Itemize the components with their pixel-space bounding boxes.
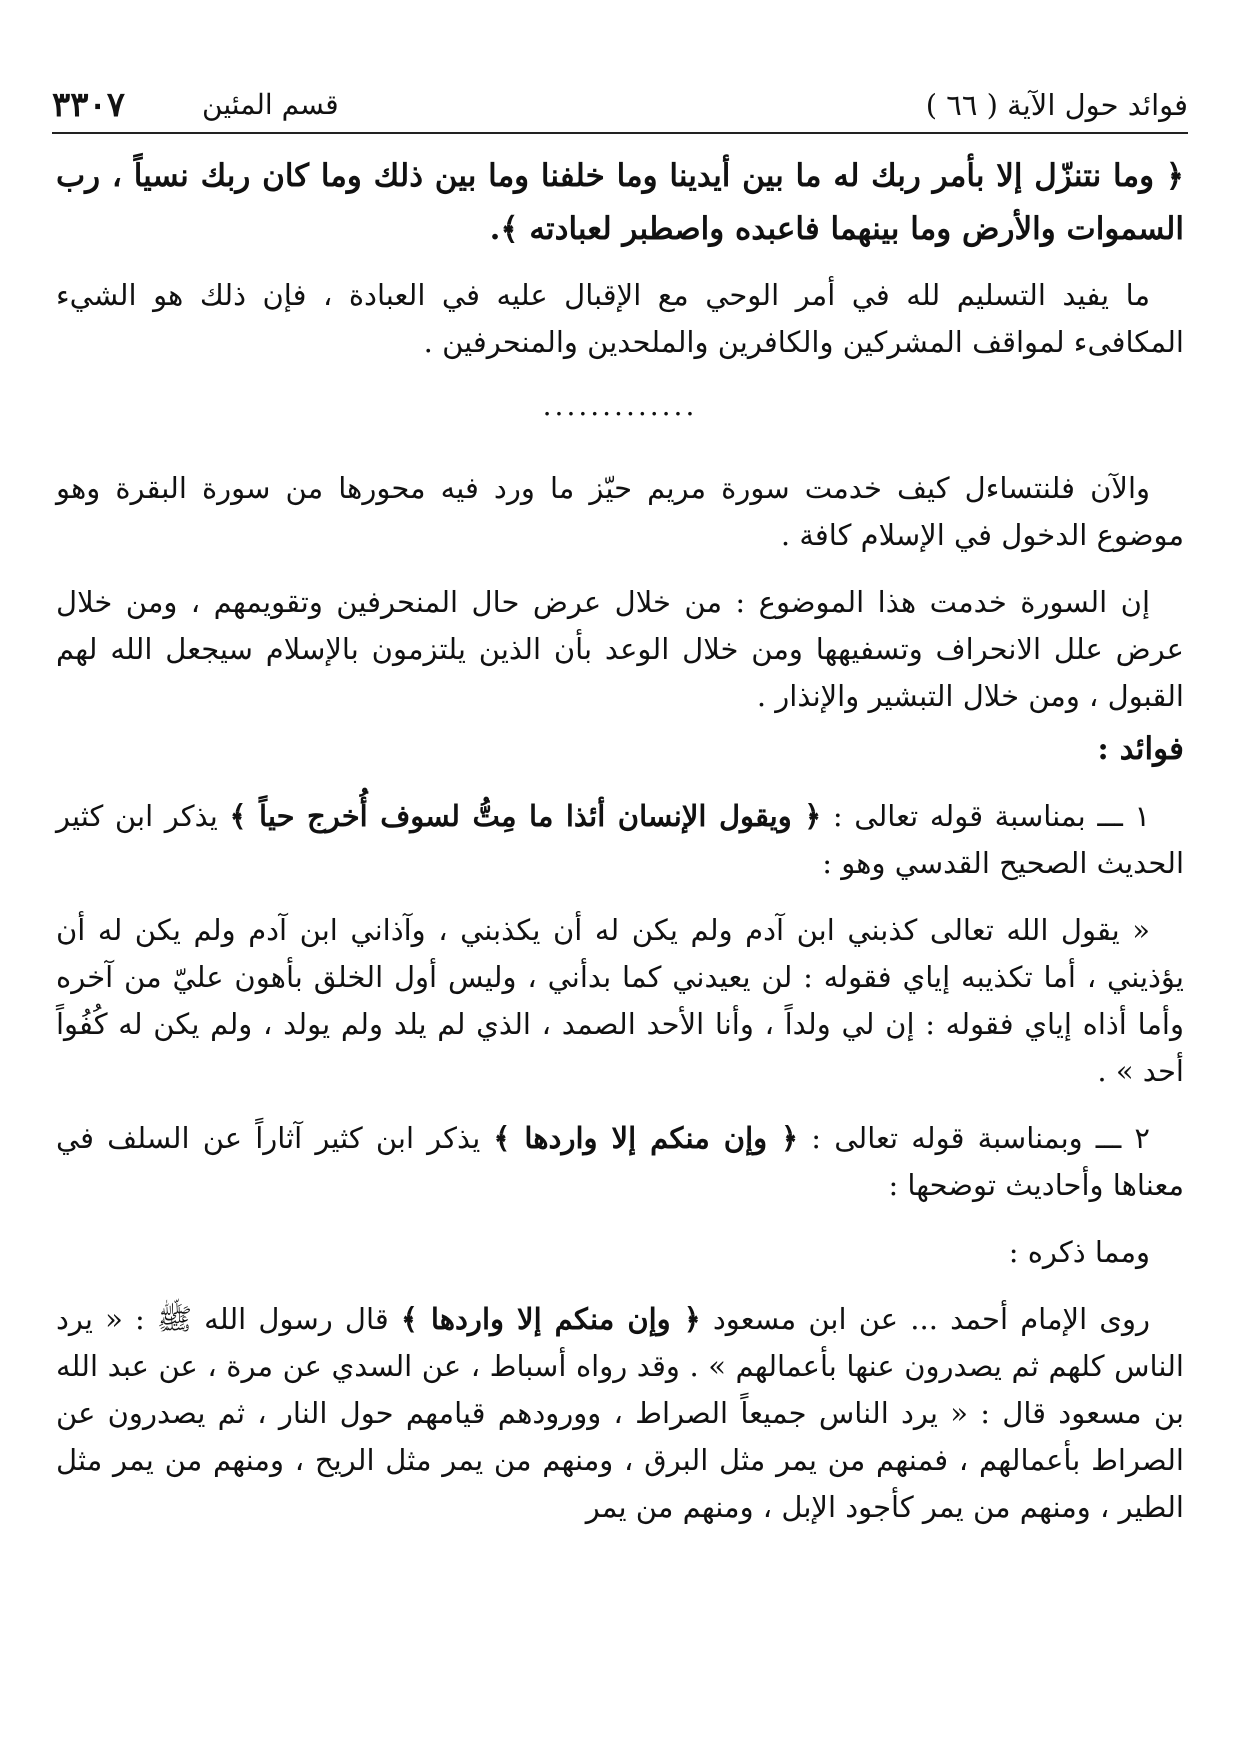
page-header xyxy=(52,86,1188,134)
last-prefix: روى الإمام أحمد ... عن ابن مسعود xyxy=(712,1302,1150,1336)
quran-verse-block: ﴿ وما نتنزّل إلا بأمر ربك له ما بين أيدينا وما خلفنا وما بين ذلك وما كان ربك نسياً ، رب السموات والأرض وما بينهما فاعبده واصطبر لعبادته ﴾. xyxy=(56,158,1184,247)
benefit-item-2 xyxy=(56,1115,1184,1209)
running-title: فوائد حول الآية ( ٦٦ ) xyxy=(925,88,1188,122)
last-verse: ﴿ وإن منكم إلا واردها ﴾ xyxy=(400,1302,701,1336)
paragraph-surah-service: إن السورة خدمت هذا الموضوع : من خلال عرض حال المنحرفين وتقويمهم ، ومن خلال عرض علل الانحراف وتسفيهها ومن خلال الوعد بأن الذين يلتزمون بالإسلام سيجعل الله لهم القبول ، ومن خلال التبشير والإنذار . xyxy=(56,585,1184,713)
item-1-suffix: يذكر ابن كثير الحديث الصحيح القدسي وهو : xyxy=(56,799,1184,880)
paragraph-ahmad-narration xyxy=(56,1296,1184,1531)
section-separator: ............. xyxy=(542,389,698,422)
item-1-verse: ﴿ ويقول الإنسان أئذا ما مِتُّ لسوف أُخرج حياً ﴾ xyxy=(229,799,822,833)
benefit-item-1 xyxy=(56,793,1184,887)
hadith-qudsi-paragraph: « يقول الله تعالى كذبني ابن آدم ولم يكن له أن يكذبني ، وآذاني ابن آدم ولم يكن له أن يؤذيني ، أما تكذيبه إياي فقوله : لن يعيدني كما بدأني ، وليس أول الخلق بأهون عليّ من آخره وأما أذاه إياي فقوله : إن لي ولداً ، وأنا الأحد الصمد ، الذي لم يلد ولم يولد ، ولم يكن له كُفُواً أحد » . xyxy=(56,913,1184,1088)
paragraph-mentioned: ومما ذكره : xyxy=(1008,1235,1150,1269)
item-2-suffix: يذكر ابن كثير آثاراً عن السلف في معناها وأحاديث توضحها : xyxy=(56,1121,1184,1202)
item-2-prefix: ٢ ـــ وبمناسبة قوله تعالى : xyxy=(811,1121,1150,1155)
item-2-verse: ﴿ وإن منكم إلا واردها ﴾ xyxy=(493,1121,799,1155)
paragraph-surah-question: والآن فلنتساءل كيف خدمت سورة مريم حيّز ما ورد فيه محورها من سورة البقرة وهو موضوع الدخول في الإسلام كافة . xyxy=(56,471,1184,552)
benefits-heading: فوائد : xyxy=(1097,731,1184,767)
item-1-prefix: ١ ـــ بمناسبة قوله تعالى : xyxy=(832,799,1151,833)
paragraph-verse-benefit: ما يفيد التسليم لله في أمر الوحي مع الإقبال عليه في العبادة ، فإن ذلك هو الشيء المكافىء لمواقف المشركين والكافرين والملحدين والمنحرفين . xyxy=(56,278,1184,359)
last-suffix: قال رسول الله ﷺ : « يرد الناس كلهم ثم يصدرون عنها بأعمالهم » . وقد رواه أسباط ، عن السدي عن مرة ، عن عبد الله بن مسعود قال : « يرد الناس جميعاً الصراط ، وورودهم قيامهم حول النار ، ثم يصدرون عن الصراط بأعمالهم ، فمنهم من يمر مثل البرق ، ومنهم من يمر مثل الريح ، ومنهم من يمر مثل الطير ، ومنهم من يمر كأجود الإبل ، ومنهم من يمر xyxy=(56,1302,1184,1524)
page-number: ٣٣٠٧ xyxy=(52,85,126,125)
section-name: قسم المئين xyxy=(202,88,339,121)
page-body xyxy=(56,150,1184,1714)
